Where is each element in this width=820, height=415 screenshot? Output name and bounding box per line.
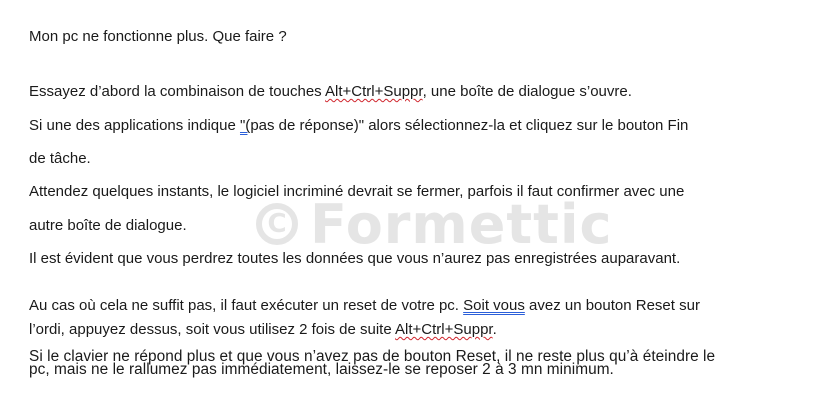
- paragraph-2-line-1: [29, 117, 688, 135]
- paragraph-3-line-1: Attendez quelques instants, le logiciel incriminé devrait se fermer, parfois il faut confirmer avec une: [29, 183, 685, 200]
- paragraph-2-line-2: de tâche.: [29, 150, 91, 167]
- p5b-text-before: l’ordi, appuyez dessus, soit vous utilisez 2 fois de suite: [29, 321, 396, 338]
- p2-text-before: Si une des applications indique: [29, 117, 240, 134]
- grammar-flag: Soit vous: [463, 297, 525, 314]
- p1-text-after: , une boîte de dialogue s’ouvre.: [422, 83, 632, 100]
- p5b-text-after: .: [492, 321, 497, 338]
- watermark-symbol: C: [267, 209, 287, 239]
- paragraph-5-line-2: [29, 321, 497, 339]
- key-combination: Alt+Ctrl+Suppr: [395, 321, 493, 338]
- grammar-flag: "(: [239, 117, 251, 134]
- copyright-icon: [256, 203, 298, 245]
- watermark-text: Formettic: [310, 192, 613, 256]
- paragraph-1: [29, 83, 632, 101]
- key-combination: Alt+Ctrl+Suppr: [325, 83, 423, 100]
- paragraph-3-line-2: autre boîte de dialogue.: [29, 217, 187, 234]
- paragraph-6-line-2: pc, mais ne le rallumez pas immédiatement, laissez-le se reposer 2 à 3 mn minimum.: [29, 361, 614, 378]
- p1-text-before: Essayez d’abord la combinaison de touches: [29, 83, 326, 100]
- paragraph-5-line-1: [29, 297, 700, 315]
- p2-text-after: pas de réponse)" alors sélectionnez-la et cliquez sur le bouton Fin: [250, 117, 689, 134]
- paragraph-4: Il est évident que vous perdrez toutes les données que vous n’aurez pas enregistrées auparavant.: [29, 250, 681, 267]
- watermark: [256, 192, 616, 256]
- paragraph-6-line-1: Si le clavier ne répond plus et que vous n’avez pas de bouton Reset, il ne reste plus qu’à éteindre le: [29, 348, 716, 365]
- document-title: Mon pc ne fonctionne plus. Que faire ?: [29, 28, 287, 45]
- p5-text-before: Au cas où cela ne suffit pas, il faut exécuter un reset de votre pc.: [29, 297, 464, 314]
- p5-text-after: avez un bouton Reset sur: [524, 297, 700, 314]
